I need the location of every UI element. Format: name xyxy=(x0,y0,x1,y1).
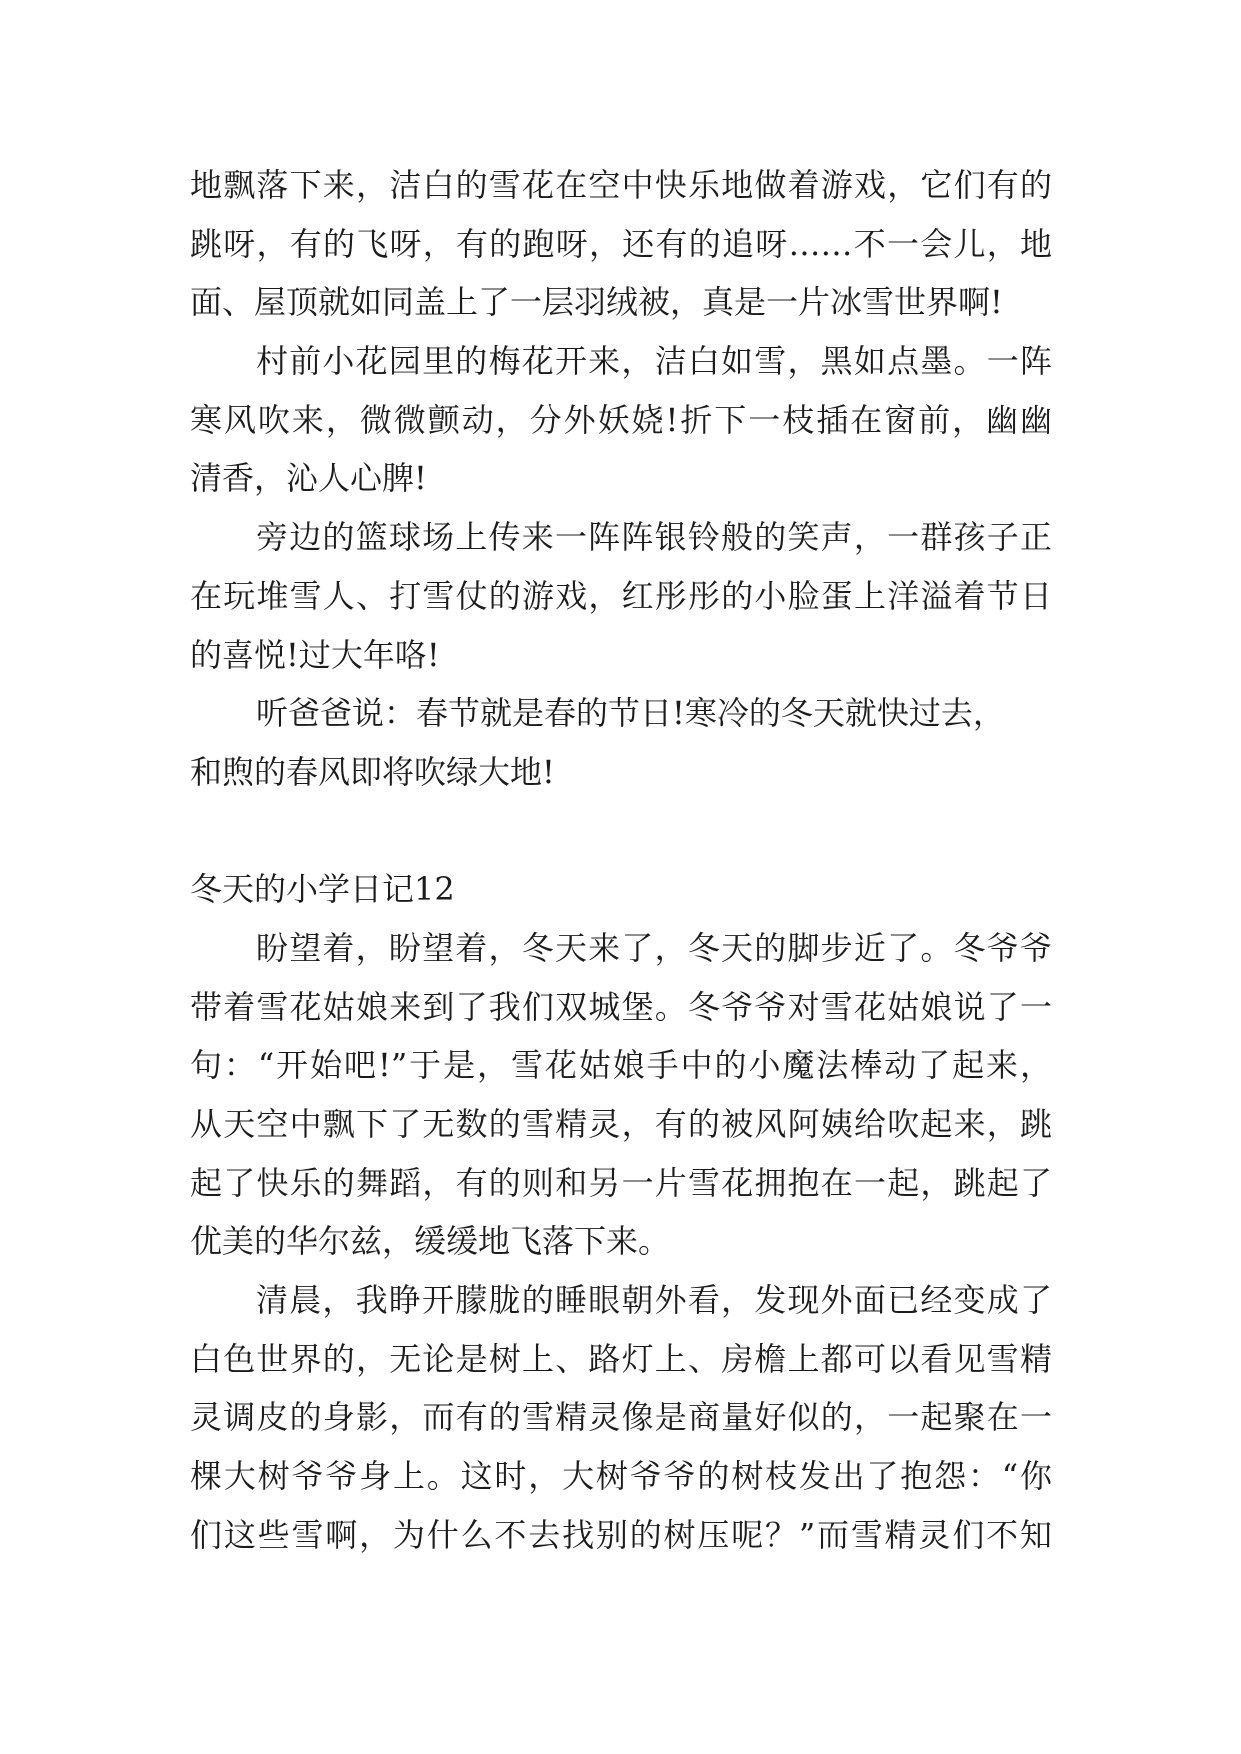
paragraph xyxy=(190,156,1052,332)
text-line: 清晨，我睁开朦胧的睡眼朝外看，发现外面已经变成了 xyxy=(256,1281,1052,1320)
document-body xyxy=(190,156,1052,1565)
text-line: 棵大树爷爷身上。这时，大树爷爷的树枝发出了抱怨：“你 xyxy=(190,1457,1052,1496)
text-line: 的喜悦!过大年咯! xyxy=(190,635,440,674)
text-line: 优美的华尔兹，缓缓地飞落下来。 xyxy=(190,1222,671,1261)
text-line: 们这些雪啊，为什么不去找别的树压呢？”而雪精灵们不知 xyxy=(190,1515,1052,1554)
text-line: 带着雪花姑娘来到了我们双城堡。冬爷爷对雪花姑娘说了一 xyxy=(190,987,1052,1026)
paragraph xyxy=(190,332,1052,508)
text-line: 旁边的篮球场上传来一阵阵银铃般的笑声，一群孩子正 xyxy=(256,518,1052,557)
text-line: 村前小花园里的梅花开来，洁白如雪，黑如点墨。一阵 xyxy=(256,342,1052,381)
text-line: 跳呀，有的飞呀，有的跑呀，还有的追呀……不一会儿，地 xyxy=(190,224,1052,263)
paragraph xyxy=(190,919,1052,1271)
paragraph xyxy=(190,1271,1052,1564)
text-line: 听爸爸说：春节就是春的节日!寒冷的冬天就快过去， xyxy=(256,694,1005,733)
section-2 xyxy=(190,860,1052,1564)
text-line: 地飘落下来，洁白的雪花在空中快乐地做着游戏，它们有的 xyxy=(190,166,1052,204)
paragraph xyxy=(190,508,1052,684)
text-line: 白色世界的，无论是树上、路灯上、房檐上都可以看见雪精 xyxy=(190,1339,1052,1378)
section-heading: 冬天的小学日记12 xyxy=(190,870,455,909)
paragraph xyxy=(190,684,1052,801)
text-line: 句：“开始吧!”于是，雪花姑娘手中的小魔法棒动了起来， xyxy=(190,1046,1052,1085)
text-line: 灵调皮的身影，而有的雪精灵像是商量好似的，一起聚在一 xyxy=(190,1398,1052,1437)
text-line: 从天空中飘下了无数的雪精灵，有的被风阿姨给吹起来，跳 xyxy=(190,1105,1052,1143)
text-line: 面、屋顶就如同盖上了一层羽绒被，真是一片冰雪世界啊! xyxy=(190,283,1003,322)
text-line: 和煦的春风即将吹绿大地! xyxy=(190,752,555,791)
text-line: 在玩堆雪人、打雪仗的游戏，红彤彤的小脸蛋上洋溢着节日 xyxy=(190,576,1052,615)
text-line: 寒风吹来，微微颤动，分外妖娆!折下一枝插在窗前，幽幽 xyxy=(190,400,1052,439)
section-1 xyxy=(190,156,1052,802)
text-line: 起了快乐的舞蹈，有的则和另一片雪花拥抱在一起，跳起了 xyxy=(190,1163,1052,1202)
text-line: 清香，沁人心脾! xyxy=(190,459,427,498)
text-line: 盼望着，盼望着，冬天来了，冬天的脚步近了。冬爷爷 xyxy=(256,928,1052,967)
